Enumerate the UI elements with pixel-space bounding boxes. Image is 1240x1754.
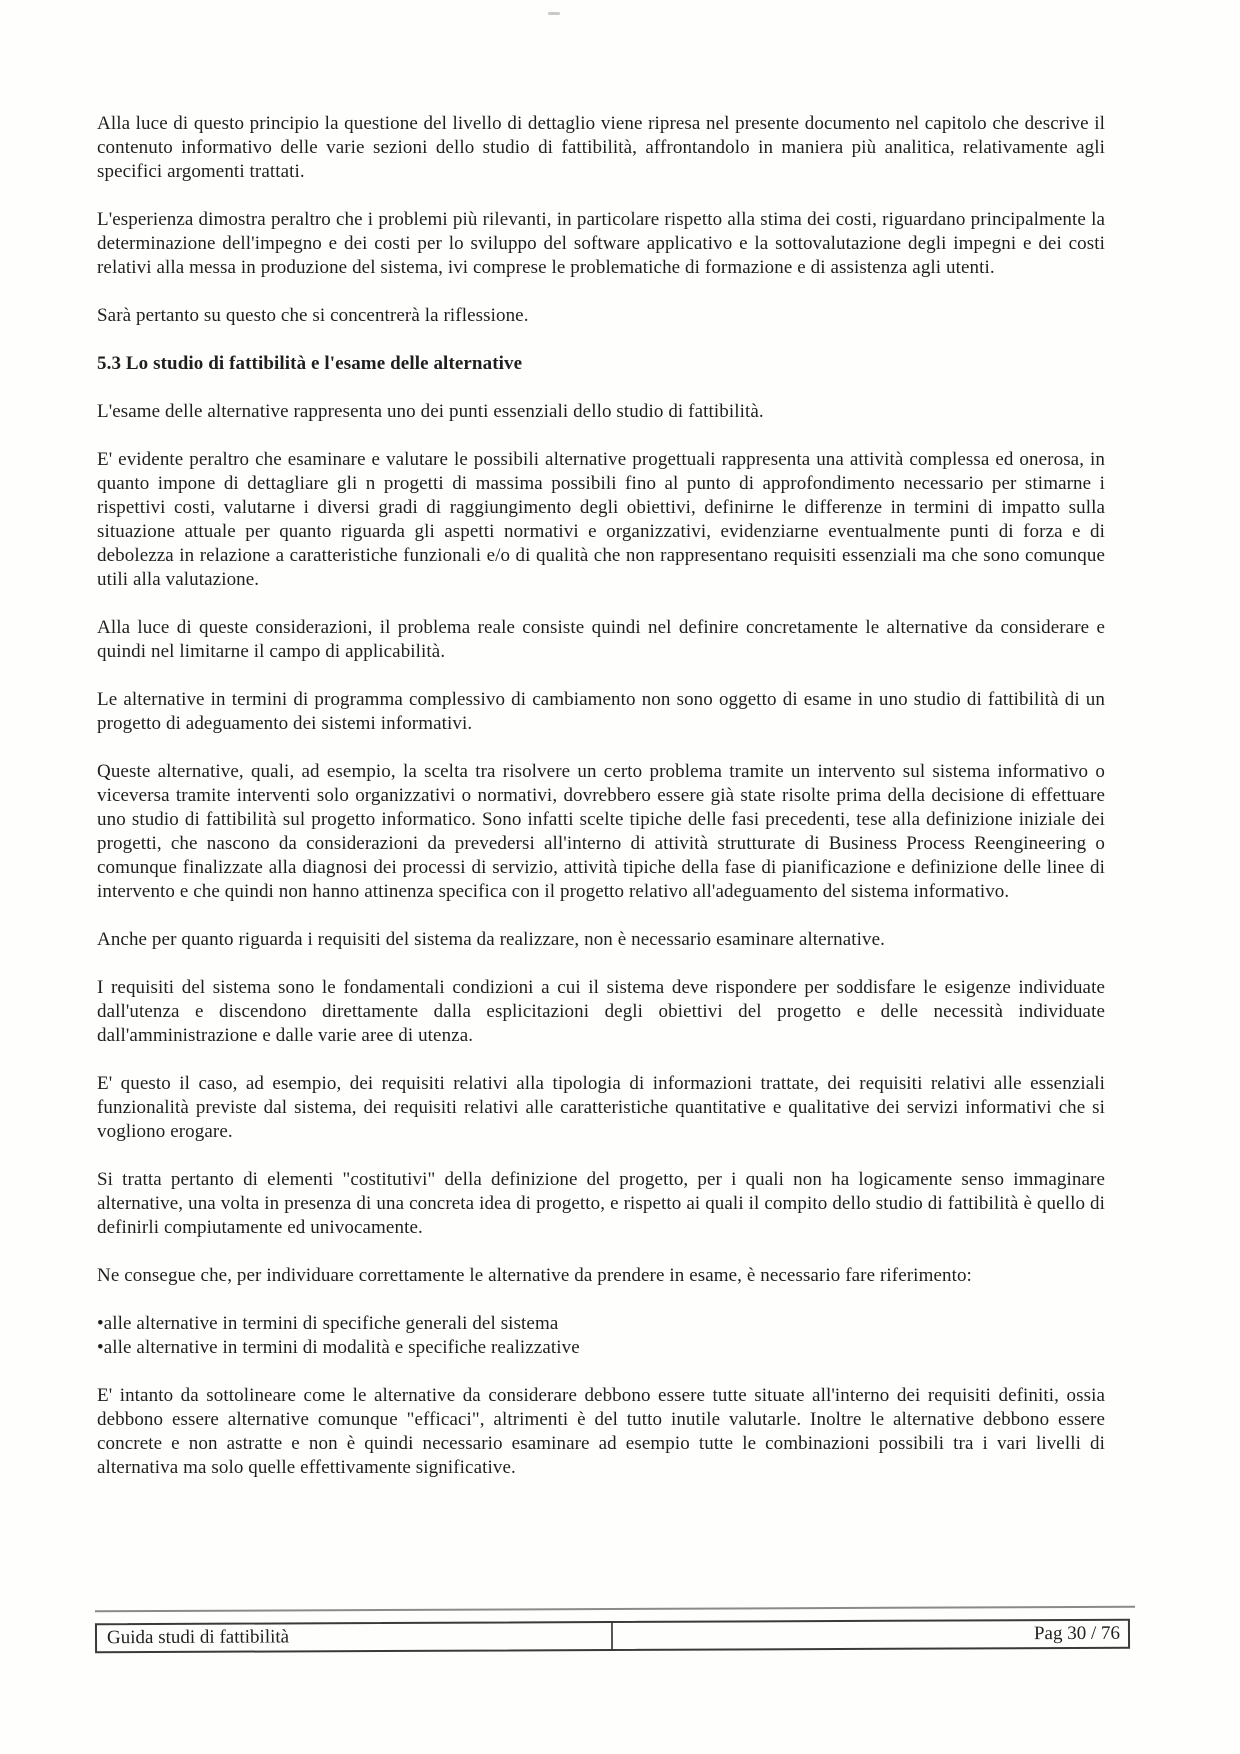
bullet-implementation-specs: •alle alternative in termini di modalità e specifiche realizzative [97, 1337, 580, 1358]
bullet-general-specs: •alle alternative in termini di specifiche generali del sistema [97, 1313, 559, 1334]
paragraph-evaluate-alternatives: E' evidente peraltro che esaminare e valutare le possibili alternative progettuali rappresenta una attività complessa ed onerosa, in quanto impone di dettagliare gli n progetti di massima possibili fino al punto di approfondimento necessario per stimarne i rispettivi costi, valutarne i diversi gradi di raggiungimento degli obiettivi, definirne le differenze in termini di impatto sulla situazione attuale per quanto riguarda gli aspetti normativi e organizzativi, evidenziarne eventualmente punti di forza e di debolezza in relazione a caratteristiche funzionali e/o di qualità che non rappresentano requisiti essenziali ma che sono comunque utili alla valutazione. [97, 449, 1105, 590]
paragraph-reflection: Sarà pertanto su questo che si concentrerà la riflessione. [97, 305, 529, 326]
paragraph-real-problem: Alla luce di queste considerazioni, il problema reale consiste quindi nel definire concretamente le alternative da considerare e quindi nel limitarne il campo di applicabilità. [97, 617, 1105, 662]
paragraph-effective-alternatives: E' intanto da sottolineare come le alternative da considerare debbono essere tutte situate all'interno dei requisiti definiti, ossia debbono essere alternative comunque "efficaci", altrimenti è del tutto inutile valutarle. Inoltre le alternative debbono essere concrete e non astratte e non è quindi necessario esaminare ad esempio tutte le combinazioni possibili tra i vari livelli di alternativa ma solo quelle effettivamente significative. [97, 1385, 1105, 1478]
section-heading-5-3: 5.3 Lo studio di fattibilità e l'esame delle alternative [97, 353, 523, 374]
scan-artifact [548, 12, 560, 15]
footer-document-title: Guida studi di fattibilità [97, 1623, 613, 1651]
paragraph-constitutive-elements: Si tratta pertanto di elementi "costitutivi" della definizione del progetto, per i quali non ha logicamente senso immaginare alternative, una volta in presenza di una concreta idea di progetto, e rispetto ai quali il compito dello studio di fattibilità è quello di definirli compiutamente ed univocamente. [97, 1169, 1105, 1238]
footer-page-number: Pag 30 / 76 [1033, 1622, 1121, 1645]
paragraph-alternatives-intro: L'esame delle alternative rappresenta uno dei punti essenziali dello studio di fattibilità. [97, 401, 764, 422]
document-content [97, 112, 1105, 1504]
alternatives-bullet-list [97, 1312, 1105, 1360]
paragraph-requirements-definition: I requisiti del sistema sono le fondamentali condizioni a cui il sistema deve rispondere per soddisfare le esigenze individuate dall'utenza e discendono direttamente dalla esplicitazioni degli obiettivi del progetto e delle necessità individuate dall'amministrazione e dalle varie aree di utenza. [97, 977, 1105, 1046]
paragraph-consequence: Ne consegue che, per individuare correttamente le alternative da prendere in esame, è necessario fare riferimento: [97, 1265, 972, 1286]
paragraph-experience-costs: L'esperienza dimostra peraltro che i problemi più rilevanti, in particolare rispetto alla stima dei costi, riguardano principalmente la determinazione dell'impegno e dei costi per lo sviluppo del software applicativo e la sottovalutazione degli impegni e dei costi relativi alla messa in produzione del sistema, ivi comprese le problematiche di formazione e di assistenza agli utenti. [97, 209, 1105, 278]
paragraph-these-alternatives: Queste alternative, quali, ad esempio, la scelta tra risolvere un certo problema tramite un intervento sul sistema informativo o viceversa tramite interventi solo organizzativi o normativi, dovrebbero essere già state risolte prima della decisione di effettuare uno studio di fattibilità sul progetto informatico. Sono infatti scelte tipiche delle fasi precedenti, tese alla definizione iniziale dei progetti, che nascono da considerazioni da prevedersi all'interno di attività strutturate di Business Process Reengineering o comunque finalizzate alla diagnosi dei processi di servizio, attività tipiche della fase di pianificazione e definizione delle linee di intervento e che quindi non hanno attinenza specifica con il progetto relativo all'adeguamento del sistema informativo. [97, 761, 1105, 902]
paragraph-program-alternatives: Le alternative in termini di programma complessivo di cambiamento non sono oggetto di esame in uno studio di fattibilità di un progetto di adeguamento dei sistemi informativi. [97, 689, 1105, 734]
paragraph-system-requirements-note: Anche per quanto riguarda i requisiti del sistema da realizzare, non è necessario esaminare alternative. [97, 929, 885, 950]
footer-table [95, 1619, 1130, 1654]
paragraph-detail-level: Alla luce di questo principio la questione del livello di dettaglio viene ripresa nel presente documento nel capitolo che descrive il contenuto informativo delle varie sezioni dello studio di fattibilità, affrontandolo in maniera più analitica, relativamente agli specifici argomenti trattati. [97, 113, 1105, 182]
paragraph-requirements-examples: E' questo il caso, ad esempio, dei requisiti relativi alla tipologia di informazioni trattate, dei requisiti relativi alle essenziali funzionalità previste dal sistema, dei requisiti relativi alle caratteristiche quantitative e qualitative dei servizi informativi che si vogliono erogare. [97, 1073, 1105, 1142]
footer-separator-line [95, 1606, 1135, 1613]
